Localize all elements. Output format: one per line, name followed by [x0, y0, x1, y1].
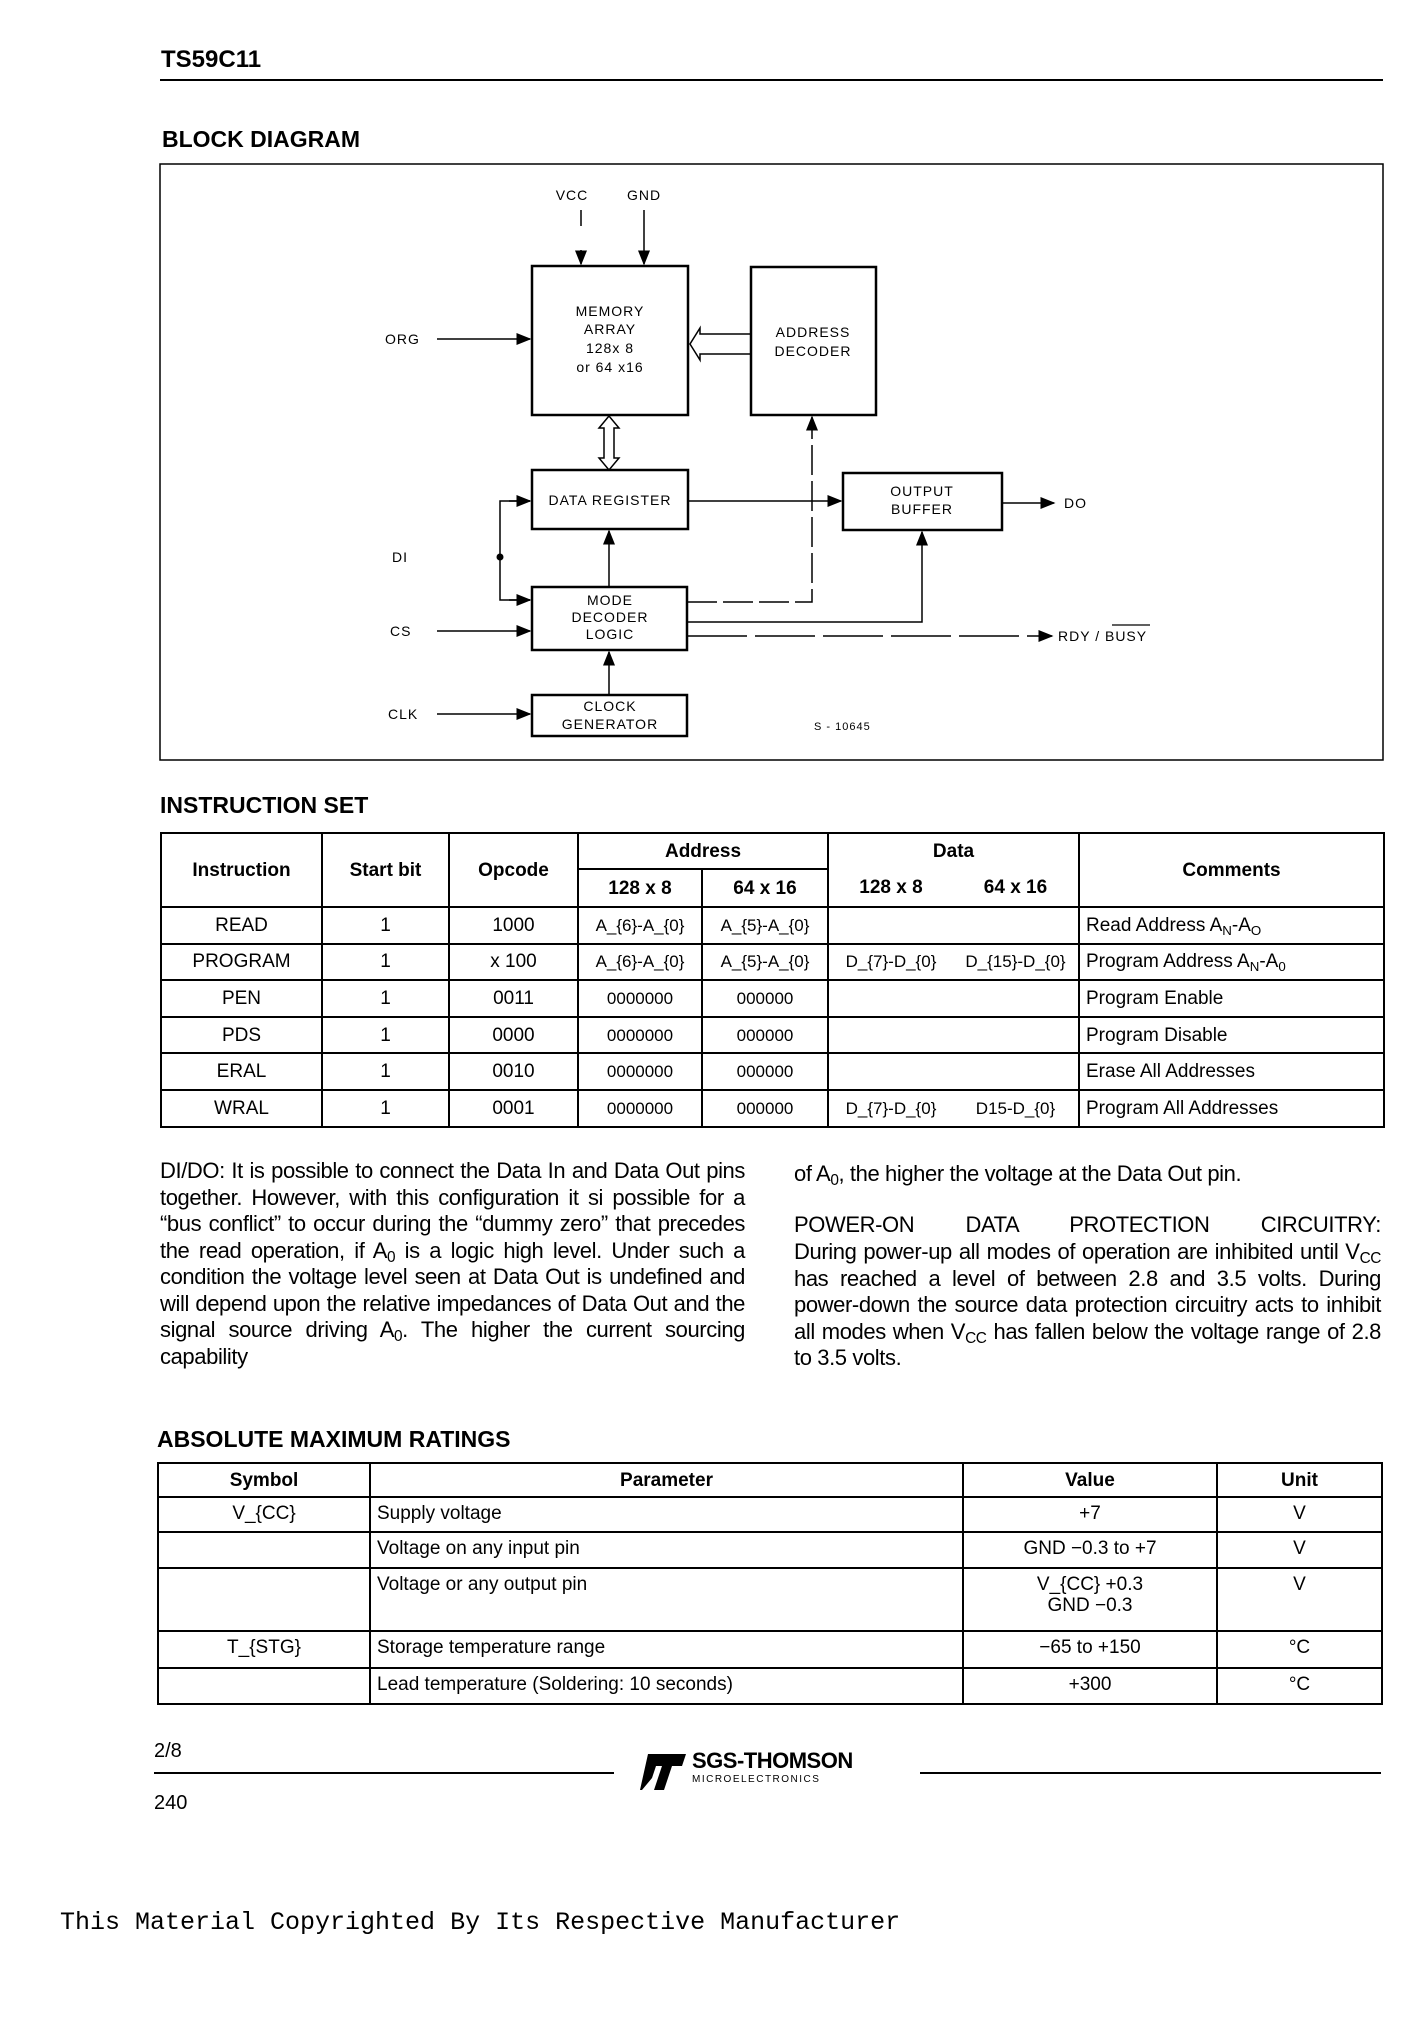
- cell-unit: V: [1217, 1497, 1382, 1532]
- col-opcode: Opcode: [449, 833, 578, 907]
- cell-data-128x8: [828, 907, 953, 944]
- cell-data-128x8: D_{7}-D_{0}: [828, 1090, 953, 1127]
- cell-opcode: 1000: [449, 907, 578, 944]
- cell-symbol: [158, 1532, 370, 1568]
- cell-data-64x16: D_{15}-D_{0}: [953, 944, 1079, 981]
- cell-opcode: 0000: [449, 1017, 578, 1054]
- do-label: DO: [1064, 495, 1087, 511]
- cell-addr-64x16: A_{5}-A_{0}: [702, 907, 828, 944]
- col-value: Value: [963, 1463, 1217, 1497]
- figure-id: S - 10645: [814, 721, 871, 733]
- value-line: −65 to +150: [1039, 1637, 1141, 1658]
- value-line: GND −0.3 to +7: [1023, 1538, 1157, 1559]
- cell-start-bit: 1: [322, 1053, 449, 1090]
- instruction-set-table: [160, 832, 1385, 1128]
- instruction-set-title: INSTRUCTION SET: [160, 792, 369, 818]
- address-decoder-text: DECODER: [774, 343, 852, 359]
- cell-addr-128x8: 0000000: [578, 1090, 702, 1127]
- cell-parameter: Voltage or any output pin: [370, 1568, 963, 1631]
- address-decoder-text: ADDRESS: [775, 324, 851, 340]
- cell-parameter: Storage temperature range: [370, 1631, 963, 1668]
- cell-instruction: PROGRAM: [161, 944, 322, 981]
- value-line: +300: [1068, 1674, 1112, 1695]
- instruction-row: [161, 907, 1384, 944]
- cell-instruction: WRAL: [161, 1090, 322, 1127]
- output-buffer-text: BUFFER: [891, 501, 953, 517]
- cs-label: CS: [390, 623, 412, 639]
- cell-data-128x8: [828, 1017, 953, 1054]
- col-instruction: Instruction: [161, 833, 322, 907]
- address-decoder-block: [751, 267, 876, 415]
- cell-start-bit: 1: [322, 907, 449, 944]
- value-line: +7: [1079, 1503, 1101, 1524]
- power-on-heading: POWER-ON DATA PROTECTION CIRCUITRY:: [794, 1212, 1381, 1237]
- cell-data-64x16: [953, 980, 1079, 1017]
- cell-addr-128x8: 0000000: [578, 1017, 702, 1054]
- cell-start-bit: 1: [322, 1090, 449, 1127]
- memory-array-text: or 64 x16: [576, 359, 644, 375]
- memory-array-text: 128x 8: [585, 340, 635, 356]
- block-diagram-title: BLOCK DIAGRAM: [162, 126, 361, 152]
- di-do-paragraph-continued: of $A_0$, the higher the voltage at the Data Out pin.: [794, 1161, 1242, 1189]
- cell-value: [963, 1668, 1217, 1704]
- data-register-text: DATA REGISTER: [548, 492, 672, 508]
- cell-parameter: Voltage on any input pin: [370, 1532, 963, 1568]
- col-addr-64x16: 64 x 16: [702, 869, 828, 907]
- mode-decoder-text: DECODER: [571, 609, 649, 625]
- cell-addr-64x16: 000000: [702, 1053, 828, 1090]
- sgs-thomson-logo: [638, 1748, 898, 1792]
- col-addr-128x8: 128 x 8: [578, 869, 702, 907]
- cell-data-64x16: D15-D_{0}: [953, 1090, 1079, 1127]
- cell-symbol: [158, 1668, 370, 1704]
- col-comments: Comments: [1079, 833, 1384, 907]
- cell-data-64x16: [953, 907, 1079, 944]
- cell-data-64x16: [953, 1053, 1079, 1090]
- instruction-row: [161, 1017, 1384, 1054]
- col-data-128x8: 128 x 8: [828, 869, 953, 907]
- col-data: Data: [828, 833, 1079, 869]
- cell-comments: Program Address $A_N-A_0$: [1079, 944, 1384, 981]
- clock-generator-text: CLOCK: [583, 698, 637, 714]
- rdy-busy-label: RDY / BUSY: [1058, 628, 1148, 644]
- logo-name: SGS-THOMSON: [692, 1748, 853, 1773]
- instruction-row: [161, 944, 1384, 981]
- cell-start-bit: 1: [322, 944, 449, 981]
- cell-unit: V: [1217, 1532, 1382, 1568]
- cell-value: [963, 1568, 1217, 1631]
- mode-decoder-text: LOGIC: [585, 626, 635, 642]
- rating-row: [158, 1668, 1382, 1704]
- cell-comments: Read Address $A_N-A_O$: [1079, 907, 1384, 944]
- page-of: 2/8: [154, 1740, 182, 1762]
- cell-addr-128x8: 0000000: [578, 980, 702, 1017]
- vcc-label: VCC: [555, 187, 589, 203]
- cell-comments: Program Enable: [1079, 980, 1384, 1017]
- cell-addr-64x16: 000000: [702, 1090, 828, 1127]
- cell-symbol: T_{STG}: [158, 1631, 370, 1668]
- page-number: 240: [154, 1792, 188, 1814]
- diagram-frame: [160, 164, 1383, 760]
- cell-parameter: Supply voltage: [370, 1497, 963, 1532]
- memory-array-text: MEMORY: [575, 303, 645, 319]
- logo-sub: MICROELECTRONICS: [692, 1774, 821, 1785]
- org-label: ORG: [385, 331, 420, 347]
- cell-value: [963, 1497, 1217, 1532]
- cell-instruction: PEN: [161, 980, 322, 1017]
- cell-data-128x8: [828, 980, 953, 1017]
- cell-data-64x16: [953, 1017, 1079, 1054]
- cell-value: [963, 1532, 1217, 1568]
- st-logo-icon: [638, 1752, 688, 1792]
- rating-row: [158, 1532, 1382, 1568]
- rating-row: [158, 1631, 1382, 1668]
- cell-symbol: [158, 1568, 370, 1631]
- power-on-paragraph: During power-up all modes of operation are inhibited until $V_{CC}$ has reached a level of between 2.8 and 3.5 volts. During power-down the source data protection circuitry acts to inhibit all modes when $V_{CC}$ has fallen below the voltage range of 2.8 to 3.5 volts.: [794, 1239, 1382, 1370]
- instruction-row: [161, 1090, 1384, 1127]
- cell-parameter: Lead temperature (Soldering: 10 seconds): [370, 1668, 963, 1704]
- col-parameter: Parameter: [370, 1463, 963, 1497]
- footer-rule-left: [154, 1772, 614, 1774]
- cell-value: [963, 1631, 1217, 1668]
- cell-start-bit: 1: [322, 980, 449, 1017]
- instruction-row: [161, 980, 1384, 1017]
- gnd-label: GND: [626, 187, 662, 203]
- col-address: Address: [578, 833, 828, 869]
- cell-instruction: READ: [161, 907, 322, 944]
- part-number: TS59C11: [161, 46, 262, 73]
- ratings-title: ABSOLUTE MAXIMUM RATINGS: [157, 1426, 511, 1452]
- value-line-2: GND −0.3: [1047, 1595, 1133, 1616]
- output-buffer-text: OUTPUT: [890, 483, 954, 499]
- cell-start-bit: 1: [322, 1017, 449, 1054]
- cell-addr-64x16: 000000: [702, 980, 828, 1017]
- rating-row: [158, 1497, 1382, 1532]
- clk-label: CLK: [388, 706, 419, 722]
- cell-data-128x8: D_{7}-D_{0}: [828, 944, 953, 981]
- cell-comments: Erase All Addresses: [1079, 1053, 1384, 1090]
- ratings-table: [157, 1462, 1383, 1705]
- rating-row: [158, 1568, 1382, 1631]
- cell-addr-64x16: 000000: [702, 1017, 828, 1054]
- cell-addr-128x8: A_{6}-A_{0}: [578, 907, 702, 944]
- cell-opcode: 0001: [449, 1090, 578, 1127]
- mode-decoder-text: MODE: [587, 592, 633, 608]
- cell-symbol: V_{CC}: [158, 1497, 370, 1532]
- clock-generator-text: GENERATOR: [561, 716, 659, 732]
- footer-rule-right: [920, 1772, 1381, 1774]
- di-do-paragraph: DI/DO: It is possible to connect the Data In and Data Out pins together. However, with this configuration it si possible for a “bus conflict” to occur during the “dummy zero” that precedes the read operation, if $A_0$ is a logic high level. Under such a condition the voltage level seen at Data Out is undefined and will depend upon the relative impedances of Data Out and the signal source driving $A_0$. The higher the current sourcing capability: [160, 1158, 745, 1369]
- cell-unit: V: [1217, 1568, 1382, 1631]
- value-line: V_{CC} +0.3: [1036, 1574, 1144, 1595]
- cell-unit: °C: [1217, 1668, 1382, 1704]
- col-unit: Unit: [1217, 1463, 1382, 1497]
- cell-addr-128x8: A_{6}-A_{0}: [578, 944, 702, 981]
- cell-opcode: 0010: [449, 1053, 578, 1090]
- cell-instruction: ERAL: [161, 1053, 322, 1090]
- block-diagram: [0, 0, 1413, 800]
- col-start-bit: Start bit: [322, 833, 449, 907]
- instruction-row: [161, 1053, 1384, 1090]
- col-symbol: Symbol: [158, 1463, 370, 1497]
- col-data-64x16: 64 x 16: [953, 869, 1079, 907]
- di-label: DI: [392, 549, 408, 565]
- cell-addr-128x8: 0000000: [578, 1053, 702, 1090]
- cell-unit: °C: [1217, 1631, 1382, 1668]
- cell-data-128x8: [828, 1053, 953, 1090]
- cell-comments: Program All Addresses: [1079, 1090, 1384, 1127]
- cell-instruction: PDS: [161, 1017, 322, 1054]
- memory-array-text: ARRAY: [583, 321, 637, 337]
- cell-comments: Program Disable: [1079, 1017, 1384, 1054]
- cell-opcode: 0011: [449, 980, 578, 1017]
- copyright-notice: This Material Copyrighted By Its Respective Manufacturer: [60, 1908, 901, 1937]
- cell-addr-64x16: A_{5}-A_{0}: [702, 944, 828, 981]
- cell-opcode: x 100: [449, 944, 578, 981]
